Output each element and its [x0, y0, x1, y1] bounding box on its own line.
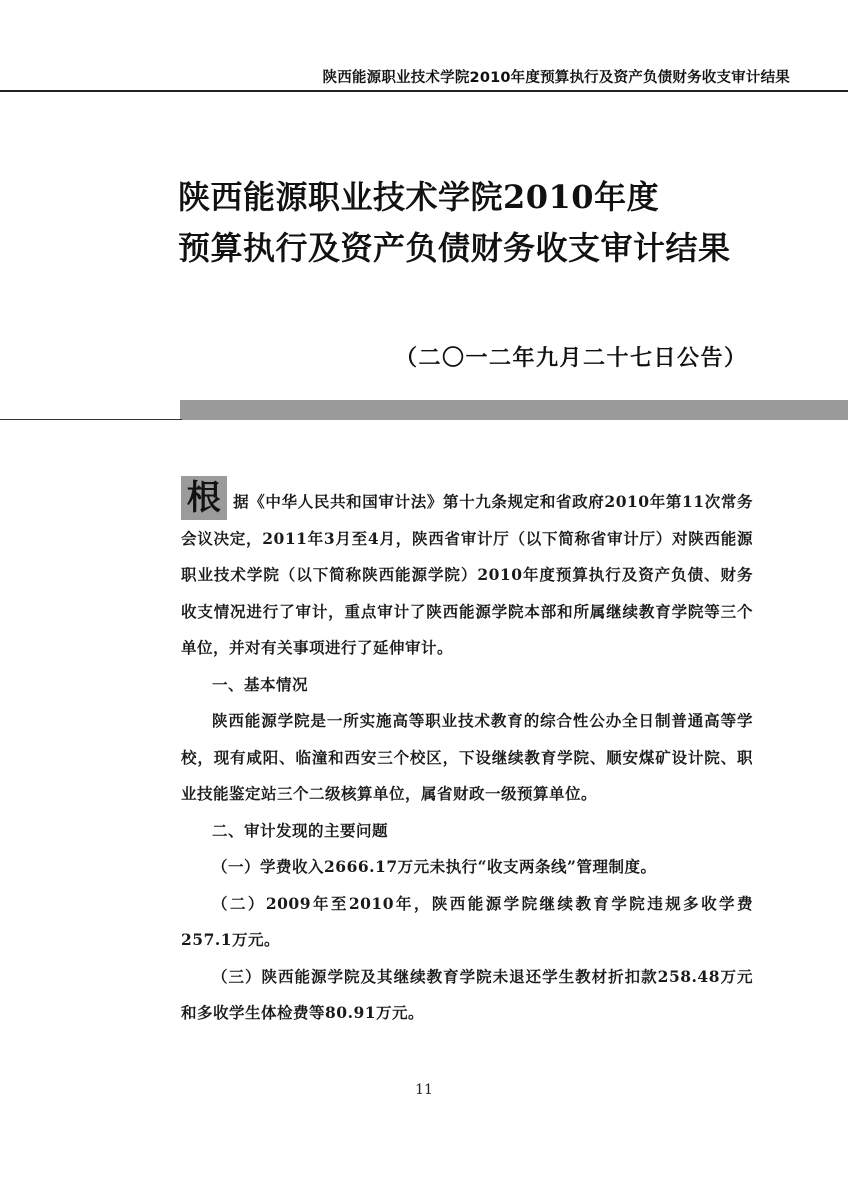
basic-info-paragraph: 陕西能源学院是一所实施高等职业技术教育的综合性公办全日制普通高等学校，现有咸阳、临潼和西安三个校区，下设继续教育学院、顺安煤矿设计院、职业技能鉴定站三个二级核算单位，属省财政一级预算单位。: [181, 711, 753, 803]
header-rule: [0, 90, 848, 92]
announcement-date: （二〇一二年九月二十七日公告）: [395, 346, 748, 371]
section-heading-main-issues: 二、审计发现的主要问题: [212, 820, 389, 840]
title-line-2: 预算执行及资产负债财务收支审计结果: [178, 229, 731, 267]
section-heading-basic-info: 一、基本情况: [212, 674, 309, 694]
decorative-thin-rule: [0, 419, 182, 420]
decorative-gray-bar: [180, 400, 848, 420]
article-body: [181, 476, 753, 1032]
intro-text: 据《中华人民共和国审计法》第十九条规定和省政府2010年第11次常务会议决定，2011年3月至4月，陕西省审计厅（以下简称省审计厅）对陕西能源职业技术学院（以下简称陕西能源学院）2010年度预算执行及资产负债、财务收支情况进行了审计，重点审计了陕西能源学院本部和所属继续教育学院等三个单位，并对有关事项进行了延伸审计。: [181, 492, 753, 657]
title-line-1: 陕西能源职业技术学院2010年度: [178, 178, 660, 216]
running-header: 陕西能源职业技术学院2010年度预算执行及资产负债财务收支审计结果: [322, 70, 790, 86]
issue-item-3: （三）陕西能源学院及其继续教育学院未退还学生教材折扣款258.48万元和多收学生体检费等80.91万元。: [181, 966, 753, 1022]
page-number: 11: [415, 1082, 433, 1098]
document-title: [178, 172, 818, 274]
issue-item-2: （二）2009年至2010年，陕西能源学院继续教育学院违规多收学费257.1万元。: [181, 893, 753, 949]
drop-cap: 根: [181, 476, 227, 520]
issue-item-1: （一）学费收入2666.17万元未执行“收支两条线”管理制度。: [212, 857, 657, 876]
intro-paragraph: [181, 476, 753, 667]
